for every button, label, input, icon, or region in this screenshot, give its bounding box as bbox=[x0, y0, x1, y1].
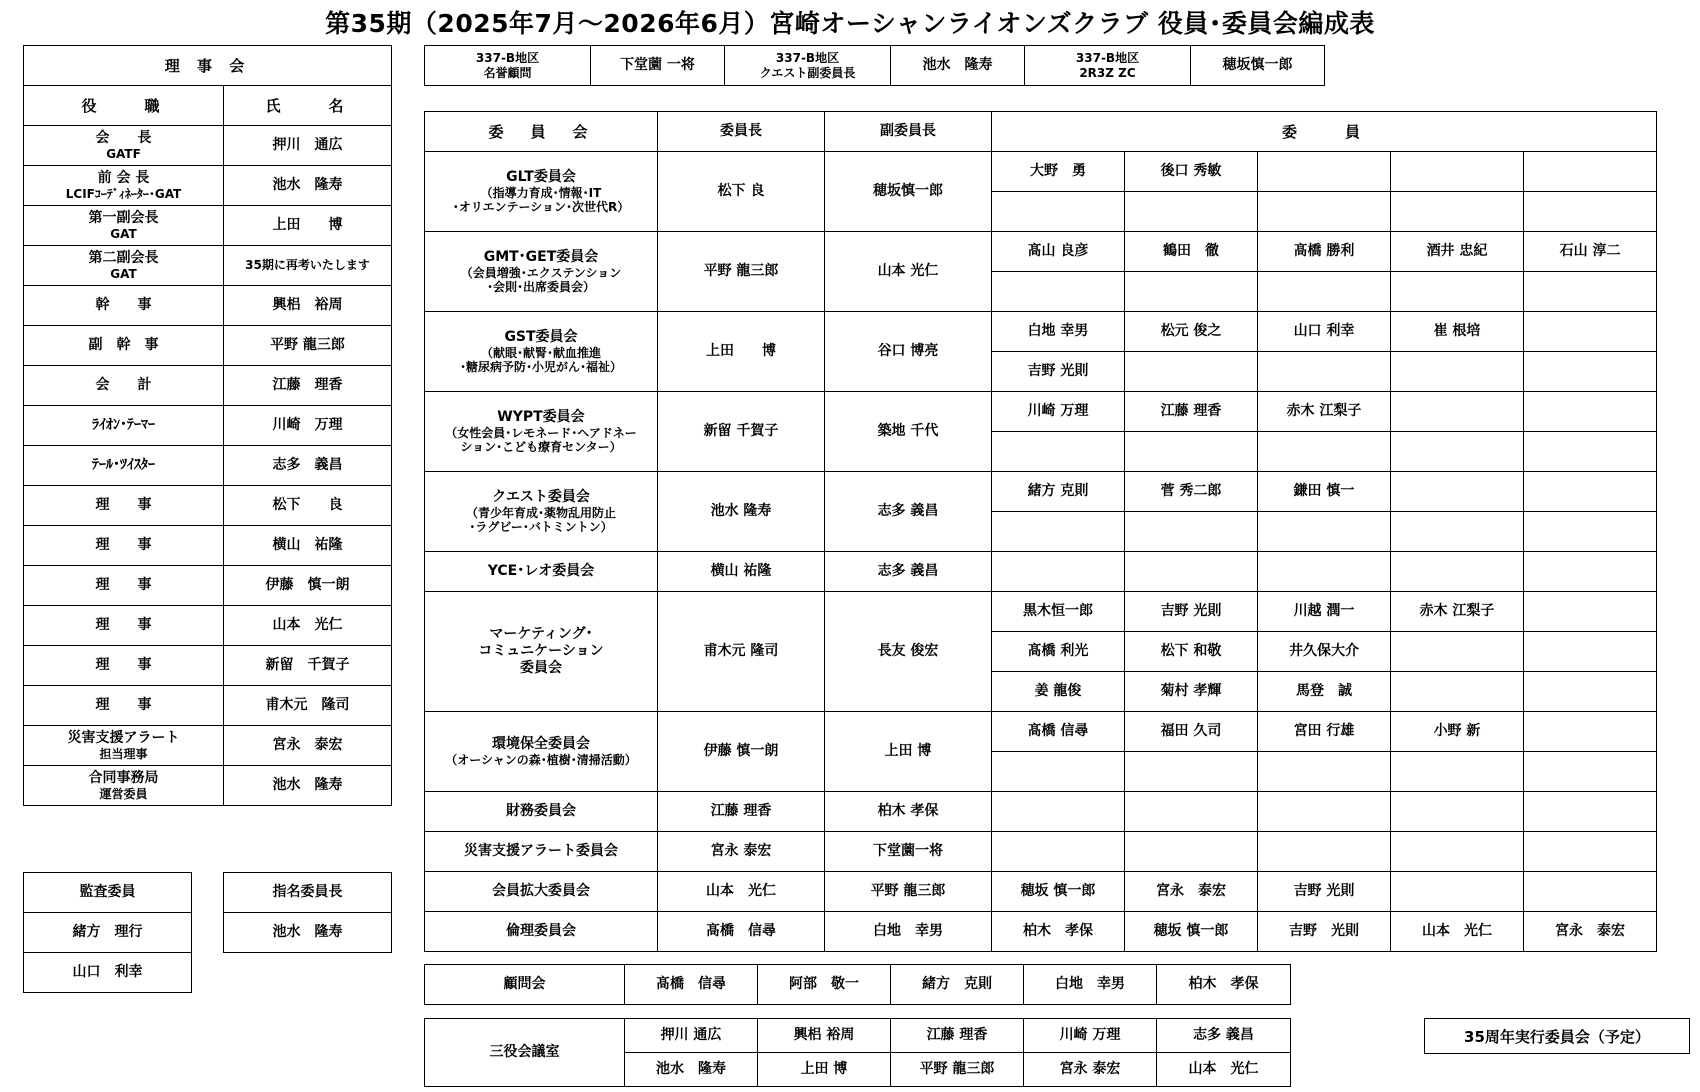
sub-label: GAT bbox=[110, 226, 137, 241]
advisor-member: 緒方 克則 bbox=[891, 965, 1024, 1005]
committee-member: 松下 和敬 bbox=[1125, 632, 1258, 672]
committee-member: 川崎 万理 bbox=[992, 392, 1125, 432]
committee-vice-chair: 穂坂慎一郎 bbox=[825, 152, 992, 232]
committee-member bbox=[1125, 832, 1258, 872]
role-label: 理 事 bbox=[95, 577, 152, 594]
committee-member bbox=[1524, 752, 1657, 792]
committee-description: （女性会員･レモネード･ヘアドネー ション･こども療育センター） bbox=[445, 425, 637, 454]
committee-member: 赤木 江梨子 bbox=[1258, 392, 1391, 432]
board-col-name: 氏 名 bbox=[224, 86, 392, 126]
committee-member bbox=[1524, 592, 1657, 632]
board-role bbox=[24, 406, 224, 446]
committee-member: 緒方 克則 bbox=[992, 472, 1125, 512]
committee-chair: 池水 隆寿 bbox=[658, 472, 825, 552]
committee-vice-chair: 下堂薗一将 bbox=[825, 832, 992, 872]
committee-member: 髙山 良彦 bbox=[992, 232, 1125, 272]
committee-row bbox=[425, 912, 1657, 952]
committee-member bbox=[1125, 552, 1258, 592]
role-label: 合同事務局 bbox=[88, 769, 159, 786]
committee-member: 髙橋 信尋 bbox=[992, 712, 1125, 752]
audit-member: 山口 利幸 bbox=[24, 953, 192, 993]
board-role bbox=[24, 726, 224, 766]
committee-member bbox=[1125, 352, 1258, 392]
chair-col-header: 委員長 bbox=[658, 112, 825, 152]
committee-member bbox=[992, 752, 1125, 792]
committee-member bbox=[1391, 152, 1524, 192]
committee-member bbox=[1391, 752, 1524, 792]
committee-member: 宮永 泰宏 bbox=[1125, 872, 1258, 912]
board-row bbox=[24, 606, 392, 646]
committee-member: 山口 利幸 bbox=[1258, 312, 1391, 352]
board-name: 平野 龍三郎 bbox=[224, 326, 392, 366]
board-role bbox=[24, 566, 224, 606]
board-header: 理 事 会 bbox=[24, 46, 392, 86]
board-role bbox=[24, 166, 224, 206]
advisors-header: 顧問会 bbox=[425, 965, 625, 1005]
committee-member bbox=[1258, 352, 1391, 392]
committee-member bbox=[1258, 192, 1391, 232]
board-name: 江藤 理香 bbox=[224, 366, 392, 406]
board-role bbox=[24, 446, 224, 486]
board-role bbox=[24, 366, 224, 406]
committee-member bbox=[1391, 632, 1524, 672]
committee-member bbox=[1391, 512, 1524, 552]
committee-member bbox=[1524, 192, 1657, 232]
committee-member bbox=[1524, 872, 1657, 912]
committee-member bbox=[1125, 432, 1258, 472]
role-label: ﾗｲｵﾝ･ﾃｰﾏｰ bbox=[92, 417, 155, 434]
committee-member: 宮田 行雄 bbox=[1258, 712, 1391, 752]
board-name: 松下 良 bbox=[224, 486, 392, 526]
committee-row bbox=[425, 392, 1657, 432]
committee-member: 吉野 光則 bbox=[1125, 592, 1258, 632]
committee-row bbox=[425, 312, 1657, 352]
committee-name bbox=[425, 592, 658, 712]
committee-member bbox=[1524, 672, 1657, 712]
committee-member: 宮永 泰宏 bbox=[1524, 912, 1657, 952]
committee-member bbox=[1391, 192, 1524, 232]
board-role bbox=[24, 766, 224, 806]
committee-title: GLT委員会 bbox=[506, 168, 576, 185]
committee-member bbox=[992, 512, 1125, 552]
committee-chair: 宮永 泰宏 bbox=[658, 832, 825, 872]
role-label: 理 事 bbox=[95, 497, 152, 514]
committee-chair: 上田 博 bbox=[658, 312, 825, 392]
committee-member bbox=[1391, 392, 1524, 432]
three-officers-member: 志多 義昌 bbox=[1157, 1019, 1291, 1053]
committee-name bbox=[425, 472, 658, 552]
committee-member bbox=[1391, 472, 1524, 512]
three-officers-member: 興梠 裕周 bbox=[758, 1019, 891, 1053]
role-label: 副 幹 事 bbox=[88, 337, 159, 354]
audit-header: 監査委員 bbox=[24, 873, 192, 913]
committee-member bbox=[1125, 512, 1258, 552]
board-role bbox=[24, 606, 224, 646]
committee-member bbox=[1391, 792, 1524, 832]
role-label: ﾃｰﾙ･ﾂｲｽﾀｰ bbox=[92, 457, 155, 474]
committee-vice-chair: 平野 龍三郎 bbox=[825, 872, 992, 912]
board-name: 35期に再考いたします bbox=[224, 246, 392, 286]
role-label: 第二副会長 bbox=[88, 249, 159, 266]
committee-row bbox=[425, 712, 1657, 752]
board-col-role: 役 職 bbox=[24, 86, 224, 126]
board-name: 新留 千賀子 bbox=[224, 646, 392, 686]
committee-member bbox=[1391, 672, 1524, 712]
committee-description: （会員増強･エクステンション ･会則･出席委員会） bbox=[460, 265, 622, 294]
committee-member bbox=[1258, 152, 1391, 192]
board-role bbox=[24, 206, 224, 246]
committee-chair: 平野 龍三郎 bbox=[658, 232, 825, 312]
committee-title: 倫理委員会 bbox=[506, 923, 576, 940]
committee-member bbox=[1125, 792, 1258, 832]
committee-row bbox=[425, 232, 1657, 272]
committee-member: 柏木 孝保 bbox=[992, 912, 1125, 952]
committee-title: WYPT委員会 bbox=[497, 408, 585, 425]
committee-member: 髙橋 勝利 bbox=[1258, 232, 1391, 272]
committee-member: 髙橋 利光 bbox=[992, 632, 1125, 672]
sub-label: 運営委員 bbox=[99, 786, 148, 801]
district-name: 穂坂慎一郎 bbox=[1191, 46, 1325, 86]
committee-name bbox=[425, 792, 658, 832]
committee-row bbox=[425, 872, 1657, 912]
board-row bbox=[24, 366, 392, 406]
board-name: 横山 祐隆 bbox=[224, 526, 392, 566]
board-role bbox=[24, 646, 224, 686]
board-name: 宮永 泰宏 bbox=[224, 726, 392, 766]
role-label: 幹 事 bbox=[95, 297, 152, 314]
committee-member bbox=[1524, 392, 1657, 432]
committee-title: 会員拡大委員会 bbox=[492, 883, 590, 900]
board-name: 甫木元 隆司 bbox=[224, 686, 392, 726]
committee-row bbox=[425, 792, 1657, 832]
committee-member: 崔 根培 bbox=[1391, 312, 1524, 352]
committee-vice-chair: 柏木 孝保 bbox=[825, 792, 992, 832]
committee-member bbox=[1524, 272, 1657, 312]
committee-title: YCE･レオ委員会 bbox=[487, 563, 595, 580]
committee-member: 菊村 孝輝 bbox=[1125, 672, 1258, 712]
committee-chair: 松下 良 bbox=[658, 152, 825, 232]
nomination-name: 池水 隆寿 bbox=[224, 913, 392, 953]
board-name: 志多 義昌 bbox=[224, 446, 392, 486]
district-table bbox=[424, 45, 1325, 86]
advisor-member: 阿部 敬一 bbox=[758, 965, 891, 1005]
committee-member: 穂坂 慎一郎 bbox=[1125, 912, 1258, 952]
district-role: 337-B地区 名誉顧問 bbox=[425, 46, 591, 86]
committee-description: （献眼･献腎･献血推進 ･糖尿病予防･小児がん･福祉） bbox=[459, 345, 622, 374]
board-row bbox=[24, 766, 392, 806]
committee-vice-chair: 谷口 博亮 bbox=[825, 312, 992, 392]
committee-vice-chair: 志多 義昌 bbox=[825, 552, 992, 592]
board-role bbox=[24, 526, 224, 566]
committee-name bbox=[425, 712, 658, 792]
committee-member: 吉野 光則 bbox=[1258, 872, 1391, 912]
district-name: 下堂薗 一将 bbox=[591, 46, 725, 86]
committee-member bbox=[1524, 792, 1657, 832]
committee-row bbox=[425, 552, 1657, 592]
committee-row bbox=[425, 152, 1657, 192]
board-role bbox=[24, 486, 224, 526]
board-row bbox=[24, 686, 392, 726]
three-officers-header: 三役会議室 bbox=[425, 1019, 625, 1087]
role-label: 前 会 長 bbox=[97, 169, 150, 186]
committee-member bbox=[1524, 472, 1657, 512]
three-officers-member: 上田 博 bbox=[758, 1053, 891, 1087]
committee-member bbox=[1524, 512, 1657, 552]
committee-name bbox=[425, 152, 658, 232]
committee-member bbox=[992, 832, 1125, 872]
sub-label: 担当理事 bbox=[99, 746, 148, 761]
committee-chair: 横山 祐隆 bbox=[658, 552, 825, 592]
board-name: 池水 隆寿 bbox=[224, 166, 392, 206]
committee-member bbox=[1524, 552, 1657, 592]
board-row bbox=[24, 446, 392, 486]
sub-label: GATF bbox=[106, 146, 141, 161]
committee-member bbox=[992, 552, 1125, 592]
committee-vice-chair: 山本 光仁 bbox=[825, 232, 992, 312]
board-role bbox=[24, 326, 224, 366]
committee-member: 黒木恒一郎 bbox=[992, 592, 1125, 632]
advisor-member: 髙橋 信尋 bbox=[625, 965, 758, 1005]
nomination-table bbox=[223, 872, 392, 953]
committee-member: 菅 秀二郎 bbox=[1125, 472, 1258, 512]
committee-vice-chair: 白地 幸男 bbox=[825, 912, 992, 952]
role-label: 理 事 bbox=[95, 617, 152, 634]
committee-member: 馬登 誠 bbox=[1258, 672, 1391, 712]
committee-name bbox=[425, 912, 658, 952]
committee-member bbox=[1524, 432, 1657, 472]
board-row bbox=[24, 206, 392, 246]
advisor-member: 白地 幸男 bbox=[1024, 965, 1157, 1005]
committee-member: 酒井 忠紀 bbox=[1391, 232, 1524, 272]
board-row bbox=[24, 486, 392, 526]
board-name: 山本 光仁 bbox=[224, 606, 392, 646]
committees-table bbox=[424, 111, 1657, 952]
committee-member: 小野 新 bbox=[1391, 712, 1524, 752]
board-role bbox=[24, 246, 224, 286]
committee-vice-chair: 上田 博 bbox=[825, 712, 992, 792]
board-role bbox=[24, 286, 224, 326]
committee-member: 石山 淳二 bbox=[1524, 232, 1657, 272]
board-role bbox=[24, 126, 224, 166]
board-name: 伊藤 慎一朗 bbox=[224, 566, 392, 606]
board-name: 押川 通広 bbox=[224, 126, 392, 166]
committee-member: 吉野 光則 bbox=[992, 352, 1125, 392]
committee-name bbox=[425, 832, 658, 872]
anniversary-committee: 35周年実行委員会（予定） bbox=[1424, 1018, 1690, 1054]
committee-member bbox=[1258, 552, 1391, 592]
committee-member bbox=[1391, 552, 1524, 592]
committee-member: 姜 龍俊 bbox=[992, 672, 1125, 712]
committee-member: 吉野 光則 bbox=[1258, 912, 1391, 952]
three-officers-row bbox=[425, 1019, 1291, 1053]
committee-chair: 山本 光仁 bbox=[658, 872, 825, 912]
committee-member bbox=[1524, 152, 1657, 192]
board-row bbox=[24, 246, 392, 286]
committee-vice-chair: 築地 千代 bbox=[825, 392, 992, 472]
committee-member: 山本 光仁 bbox=[1391, 912, 1524, 952]
three-officers-member: 押川 通広 bbox=[625, 1019, 758, 1053]
committee-member bbox=[992, 192, 1125, 232]
role-label: 災害支援アラート bbox=[67, 729, 180, 746]
page-title: 第35期（2025年7月～2026年6月）宮崎オーシャンライオンズクラブ 役員･委員会編成表 bbox=[325, 9, 1375, 38]
committee-member bbox=[1391, 272, 1524, 312]
role-label: 理 事 bbox=[95, 697, 152, 714]
committee-title: 災害支援アラート委員会 bbox=[464, 843, 618, 860]
committee-description: （指導力育成･情報･IT ･オリエンテーション･次世代R） bbox=[452, 185, 630, 214]
board-row bbox=[24, 646, 392, 686]
committee-member bbox=[1258, 512, 1391, 552]
three-officers-member: 平野 龍三郎 bbox=[891, 1053, 1024, 1087]
committee-member bbox=[1524, 312, 1657, 352]
committee-member: 鶴田 徹 bbox=[1125, 232, 1258, 272]
committee-title: 環境保全委員会 bbox=[492, 735, 590, 752]
committee-member: 川越 潤一 bbox=[1258, 592, 1391, 632]
committee-member bbox=[992, 272, 1125, 312]
sub-label: LCIFｺｰﾃﾞｨﾈｰﾀｰ･GAT bbox=[65, 186, 182, 201]
committee-member bbox=[1258, 792, 1391, 832]
committee-member bbox=[1125, 752, 1258, 792]
committee-member: 江藤 理香 bbox=[1125, 392, 1258, 432]
three-officers-member: 宮永 泰宏 bbox=[1024, 1053, 1157, 1087]
vice-col-header: 副委員長 bbox=[825, 112, 992, 152]
board-name: 川崎 万理 bbox=[224, 406, 392, 446]
role-label: 第一副会長 bbox=[88, 209, 159, 226]
three-officers-member: 山本 光仁 bbox=[1157, 1053, 1291, 1087]
three-officers-member: 川崎 万理 bbox=[1024, 1019, 1157, 1053]
committee-vice-chair: 長友 俊宏 bbox=[825, 592, 992, 712]
committee-title: クエスト委員会 bbox=[492, 488, 590, 505]
board-row bbox=[24, 326, 392, 366]
committee-member bbox=[1524, 712, 1657, 752]
committee-chair: 甫木元 隆司 bbox=[658, 592, 825, 712]
committee-member: 井久保大介 bbox=[1258, 632, 1391, 672]
committee-chair: 新留 千賀子 bbox=[658, 392, 825, 472]
board-table bbox=[23, 45, 392, 806]
committee-member: 白地 幸男 bbox=[992, 312, 1125, 352]
committee-row bbox=[425, 592, 1657, 632]
committee-name bbox=[425, 312, 658, 392]
committee-row bbox=[425, 832, 1657, 872]
committee-member bbox=[1391, 872, 1524, 912]
advisors-table bbox=[424, 964, 1291, 1005]
committee-name bbox=[425, 392, 658, 472]
committee-member: 松元 俊之 bbox=[1125, 312, 1258, 352]
board-name: 上田 博 bbox=[224, 206, 392, 246]
committee-member bbox=[1391, 432, 1524, 472]
committee-member bbox=[992, 792, 1125, 832]
board-row bbox=[24, 166, 392, 206]
committee-col-header: 委 員 会 bbox=[425, 112, 658, 152]
committee-member bbox=[1524, 352, 1657, 392]
board-role bbox=[24, 686, 224, 726]
committee-member: 赤木 江梨子 bbox=[1391, 592, 1524, 632]
sub-label: GAT bbox=[110, 266, 137, 281]
audit-member: 緒方 理行 bbox=[24, 913, 192, 953]
role-label: 理 事 bbox=[95, 537, 152, 554]
committee-member bbox=[1391, 352, 1524, 392]
committee-title: GMT･GET委員会 bbox=[483, 248, 599, 265]
district-name: 池水 隆寿 bbox=[891, 46, 1025, 86]
committee-member bbox=[992, 432, 1125, 472]
committee-member bbox=[1258, 432, 1391, 472]
committee-member: 福田 久司 bbox=[1125, 712, 1258, 752]
committee-description: （オーシャンの森･植樹･清掃活動） bbox=[445, 752, 637, 767]
three-officers-member: 池水 隆寿 bbox=[625, 1053, 758, 1087]
committee-member: 大野 勇 bbox=[992, 152, 1125, 192]
board-name: 池水 隆寿 bbox=[224, 766, 392, 806]
role-label: 会 長 bbox=[95, 129, 152, 146]
board-name: 興梠 裕周 bbox=[224, 286, 392, 326]
district-role: 337-B地区 クエスト副委員長 bbox=[725, 46, 891, 86]
committee-member: 鎌田 慎一 bbox=[1258, 472, 1391, 512]
role-label: 理 事 bbox=[95, 657, 152, 674]
board-row bbox=[24, 406, 392, 446]
committee-name bbox=[425, 872, 658, 912]
committee-name bbox=[425, 232, 658, 312]
committee-description: （青少年育成･薬物乱用防止 ･ラグビー･バトミントン） bbox=[465, 505, 616, 534]
committee-member: 後口 秀敏 bbox=[1125, 152, 1258, 192]
board-row bbox=[24, 726, 392, 766]
committee-name bbox=[425, 552, 658, 592]
committee-row bbox=[425, 472, 1657, 512]
committee-chair: 江藤 理香 bbox=[658, 792, 825, 832]
role-label: 会 計 bbox=[95, 377, 152, 394]
district-role: 337-B地区 2R3Z ZC bbox=[1025, 46, 1191, 86]
committee-title: マーケティング･ コミュニケーション 委員会 bbox=[478, 626, 604, 676]
committee-member bbox=[1391, 832, 1524, 872]
committee-vice-chair: 志多 義昌 bbox=[825, 472, 992, 552]
committee-member bbox=[1524, 832, 1657, 872]
three-officers-member: 江藤 理香 bbox=[891, 1019, 1024, 1053]
nomination-header: 指名委員長 bbox=[224, 873, 392, 913]
committee-title: 財務委員会 bbox=[506, 803, 576, 820]
board-row bbox=[24, 526, 392, 566]
committee-member bbox=[1258, 752, 1391, 792]
committee-member: 穂坂 慎一郎 bbox=[992, 872, 1125, 912]
committee-member bbox=[1524, 632, 1657, 672]
committee-member bbox=[1258, 832, 1391, 872]
advisor-member: 柏木 孝保 bbox=[1157, 965, 1291, 1005]
audit-table bbox=[23, 872, 192, 993]
committee-member bbox=[1125, 272, 1258, 312]
committee-chair: 伊藤 慎一朗 bbox=[658, 712, 825, 792]
committee-chair: 髙橋 信尋 bbox=[658, 912, 825, 952]
committee-title: GST委員会 bbox=[504, 328, 578, 345]
board-row bbox=[24, 286, 392, 326]
committee-member bbox=[1125, 192, 1258, 232]
three-officers-table bbox=[424, 1018, 1291, 1087]
board-row bbox=[24, 126, 392, 166]
board-row bbox=[24, 566, 392, 606]
committee-member bbox=[1258, 272, 1391, 312]
members-col-header: 委 員 bbox=[992, 112, 1657, 152]
